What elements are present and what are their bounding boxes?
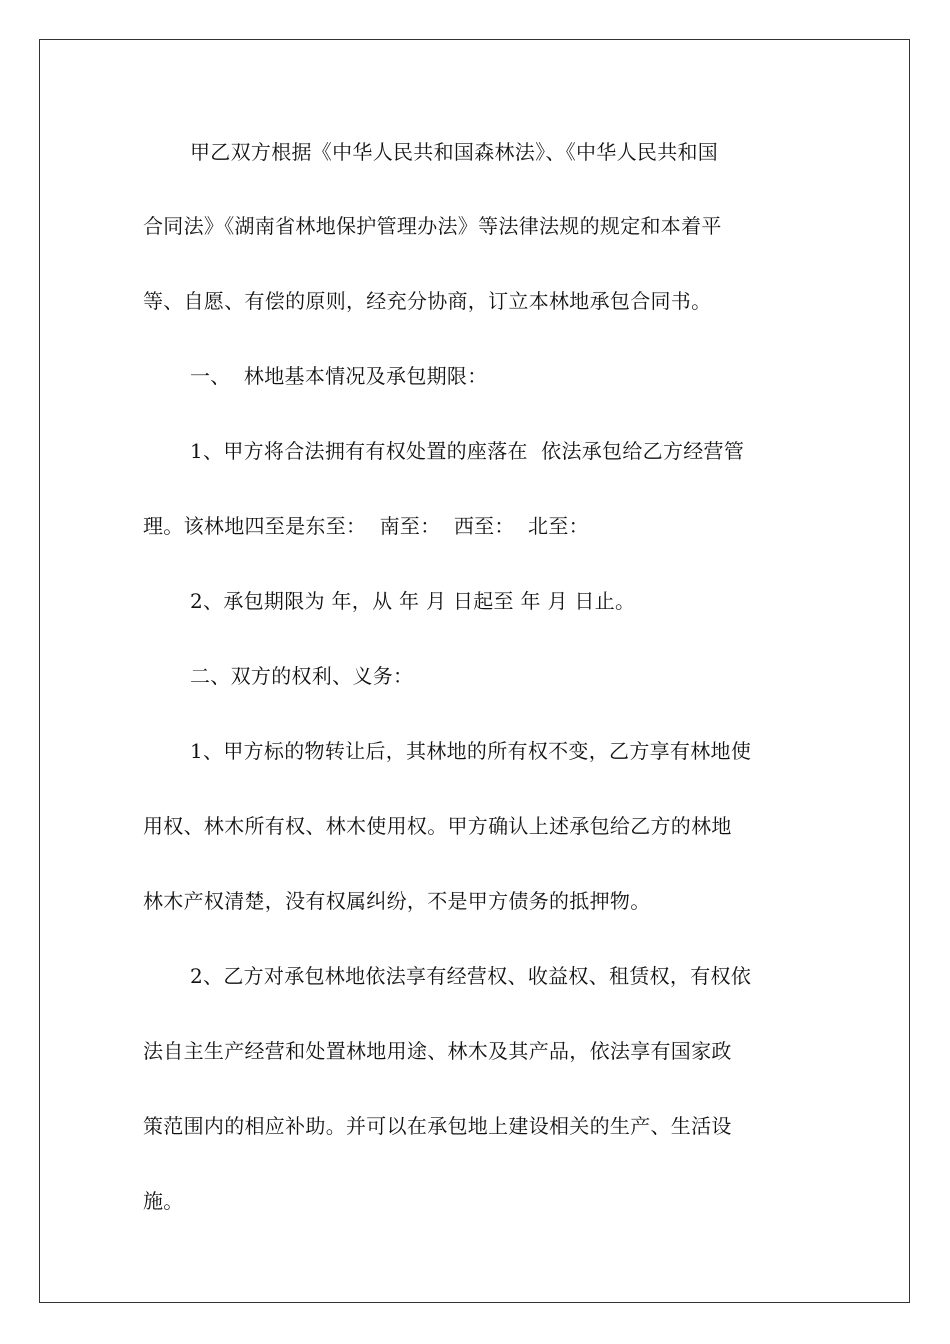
section-heading: 一、 林地基本情况及承包期限：	[190, 364, 488, 388]
paragraph-line: 施。	[143, 1189, 184, 1213]
paragraph-line: 2、乙方对承包林地依法享有经营权、收益权、租赁权，有权依	[190, 964, 752, 988]
paragraph-line: 甲乙双方根据《中华人民共和国森林法》、《中华人民共和国	[190, 140, 719, 164]
paragraph-line: 理。该林地四至是东至： 南至： 西至： 北至：	[143, 514, 589, 538]
paragraph-line: 策范围内的相应补助。并可以在承包地上建设相关的生产、生活设	[143, 1114, 732, 1138]
paragraph-line: 等、自愿、有偿的原则，经充分协商，订立本林地承包合同书。	[143, 289, 712, 313]
paragraph-line: 林木产权清楚，没有权属纠纷，不是甲方债务的抵押物。	[143, 889, 651, 913]
paragraph-line: 用权、林木所有权、林木使用权。甲方确认上述承包给乙方的林地	[143, 814, 732, 838]
paragraph-line: 1、甲方将合法拥有有权处置的座落在 依法承包给乙方经营管	[190, 439, 745, 463]
paragraph-line: 1、甲方标的物转让后，其林地的所有权不变，乙方享有林地使	[190, 739, 752, 763]
paragraph-line: 法自主生产经营和处置林地用途、林木及其产品，依法享有国家政	[143, 1039, 732, 1063]
section-heading: 二、双方的权利、义务：	[190, 664, 414, 688]
paragraph-line: 合同法》《湖南省林地保护管理办法》等法律法规的规定和本着平	[143, 214, 722, 238]
paragraph-line: 2、承包期限为 年，从 年 月 日起至 年 月 日止。	[190, 589, 636, 613]
